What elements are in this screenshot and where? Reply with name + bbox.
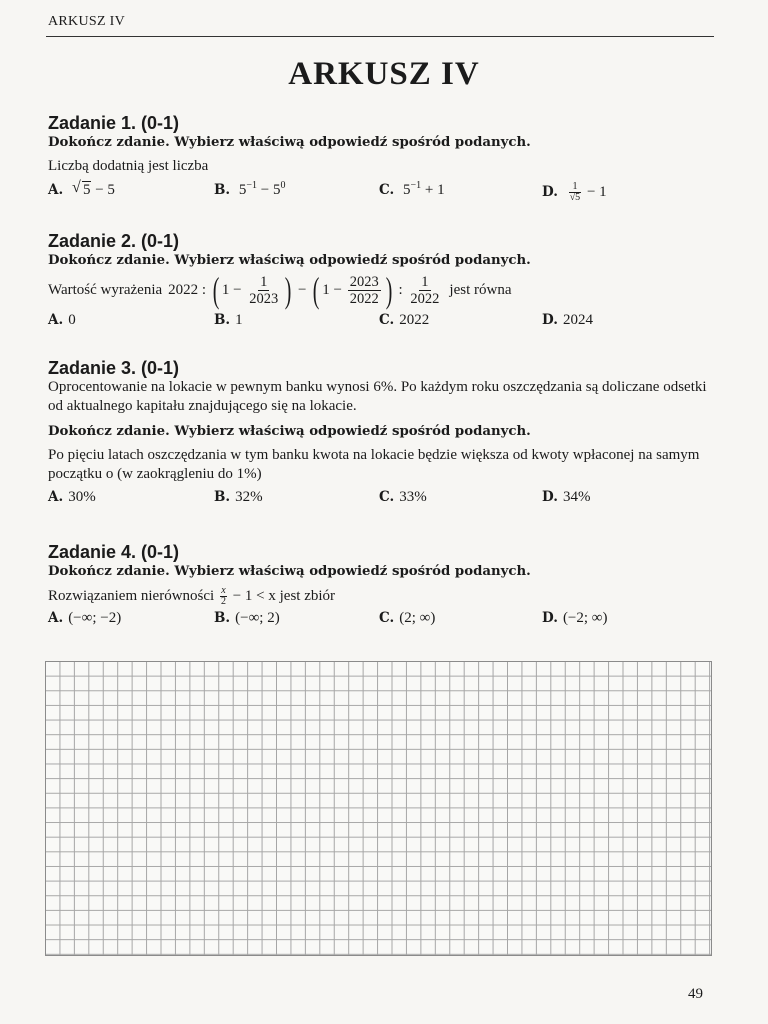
answer-a[interactable]: A. 30%: [48, 489, 96, 505]
task-title: Zadanie 4. (0-1): [48, 542, 180, 562]
answer-a[interactable]: A. (−∞; −2): [48, 610, 122, 626]
running-header: ARKUSZ IV: [48, 14, 125, 29]
answer-c[interactable]: C. $5^{-1} + 1$: [379, 180, 445, 198]
task-instruction: Dokończ zdanie. Wybierz właściwą odpowiedź spośród podanych.: [48, 135, 531, 150]
expression-line: Wartość wyrażenia 2022 : ( 1 − $\frac{1}{2023}$ ) − ( 1 − $\frac{2023}{2022}$ ) : $\frac{1}{2022}$ jest równa: [48, 270, 512, 310]
task-instruction: Dokończ zdanie. Wybierz właściwą odpowiedź spośród podanych.: [48, 564, 531, 579]
answer-a[interactable]: A. √ 5 − 5: [48, 179, 115, 198]
task-title: Zadanie 1. (0-1): [48, 113, 180, 133]
task-4: [48, 542, 718, 632]
answer-c-value: $5^{-1} + 1$: [402, 180, 445, 198]
answer-row: [48, 312, 718, 334]
task-instruction: Dokończ zdanie. Wybierz właściwą odpowiedź spośród podanych.: [48, 424, 531, 439]
answer-d[interactable]: D. (−2; ∞): [542, 610, 608, 626]
fraction: $\frac{1}{2023}$: [249, 273, 279, 307]
fraction: $\frac{1}{2022}$: [410, 273, 440, 307]
answer-d[interactable]: D. $\frac{1}{√5}$ − 1: [542, 181, 607, 203]
task-text: Po pięciu latach oszczędzania w tym banku kwota na lokacie będzie większa od kwoty wpłaconej na samym początku o (w zaokrągleniu do 1%): [48, 447, 700, 482]
answer-c[interactable]: C. 33%: [379, 489, 427, 505]
answer-a[interactable]: A. 0: [48, 312, 76, 328]
answer-c[interactable]: C. (2; ∞): [379, 610, 436, 626]
answer-b-value: $5^{-1} - 5^0$: [238, 180, 286, 198]
answer-d[interactable]: D. 34%: [542, 489, 591, 505]
answer-d[interactable]: D. 2024: [542, 312, 593, 328]
task-intro: Oprocentowanie na lokacie w pewnym banku wynosi 6%. Po każdym roku oszczędzania są doliczane odsetki od aktualnego kapitału znajdującego się na lokacie.: [48, 379, 707, 414]
answer-b[interactable]: B. 32%: [214, 489, 263, 505]
header-rule: [46, 36, 714, 37]
page-number: 49: [688, 986, 703, 1002]
answer-a-value: √ 5 − 5: [71, 179, 115, 198]
task-title: Zadanie 2. (0-1): [48, 231, 180, 251]
answer-d-value: $\frac{1}{√5}$ − 1: [569, 181, 607, 203]
answer-row: [48, 489, 718, 511]
answer-b[interactable]: B. 1: [214, 312, 243, 328]
task-title: Zadanie 3. (0-1): [48, 358, 180, 378]
answer-row: [48, 179, 718, 204]
fraction: $\frac{2023}{2022}$: [349, 273, 379, 307]
answer-c[interactable]: C. 2022: [379, 312, 430, 328]
task-3: [48, 358, 718, 511]
answer-row: [48, 610, 718, 632]
task-text: Rozwiązaniem nierówności $\frac{x}{2}$ − 1 < x jest zbiór: [48, 585, 336, 607]
task-1: [48, 113, 718, 204]
scratch-grid[interactable]: [45, 661, 712, 956]
sheet-title: ARKUSZ IV: [288, 56, 480, 92]
fraction: $\frac{x}{2}$: [220, 585, 226, 607]
answer-b[interactable]: B. (−∞; 2): [214, 610, 280, 626]
task-text: Liczbą dodatnią jest liczba: [48, 158, 209, 174]
task-2: [48, 231, 718, 334]
task-instruction: Dokończ zdanie. Wybierz właściwą odpowiedź spośród podanych.: [48, 253, 531, 268]
answer-b[interactable]: B. $5^{-1} - 5^0$: [214, 180, 286, 198]
